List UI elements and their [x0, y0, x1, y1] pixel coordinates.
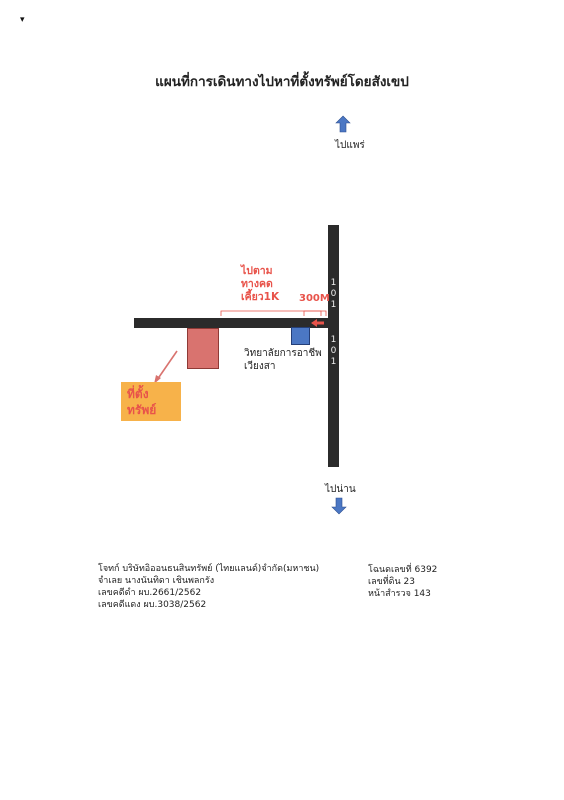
college-marker [291, 327, 310, 345]
distance-label: 300M [299, 293, 330, 304]
south-destination-label: ไปน่าน [325, 484, 356, 495]
property-callout-text [127, 386, 156, 418]
case-info [98, 563, 319, 611]
college-label-line1: วิทยาลัยการอาชีพ [244, 348, 322, 359]
map-title: แผนที่การเดินทางไปหาที่ตั้งทรัพย์โดยสังเขป [155, 74, 409, 90]
arrow-left-icon [311, 319, 324, 327]
deed-number: โฉนดเลขที่ 6392 [368, 565, 438, 575]
arrow-pointer-icon [154, 351, 177, 384]
college-label [244, 347, 322, 373]
route-note-line3: เคี้ยว1K [241, 291, 280, 303]
route-note [241, 265, 279, 304]
arrow-down-icon [332, 498, 346, 514]
black-case-number: เลขคดีดำ ผบ.2661/2562 [98, 588, 202, 598]
route-note-line1: ไปตาม [241, 265, 273, 277]
land-number: เลขที่ดิน 23 [368, 577, 415, 587]
property-location-marker [187, 328, 219, 369]
red-case-number: เลขคดีแดง ผบ.3038/2562 [98, 600, 207, 610]
distance-bracket [304, 311, 326, 316]
scan-mark: ▾ [20, 15, 25, 25]
survey-page: หน้าสำรวจ 143 [368, 589, 431, 599]
defendant-line: จำเลย นางนันทิดา เชินพลกรัง [98, 576, 215, 586]
college-label-line2: เวียงสา [244, 361, 276, 372]
route-bracket [221, 311, 321, 316]
road-number-top: 1 0 1 [330, 278, 337, 310]
property-callout-line1: ที่ตั้ง [127, 387, 149, 401]
route-note-line2: ทางคด [241, 278, 273, 290]
property-callout-line2: ทรัพย์ [127, 403, 157, 417]
north-destination-label: ไปแพร่ [335, 140, 365, 151]
deed-info [368, 564, 437, 600]
plaintiff-line: โจทก์ บริษัทอิออนธนสินทรัพย์ (ไทยแลนด์)จำกัด(มหาชน) [98, 564, 320, 574]
road-number-bottom: 1 0 1 [330, 335, 337, 367]
